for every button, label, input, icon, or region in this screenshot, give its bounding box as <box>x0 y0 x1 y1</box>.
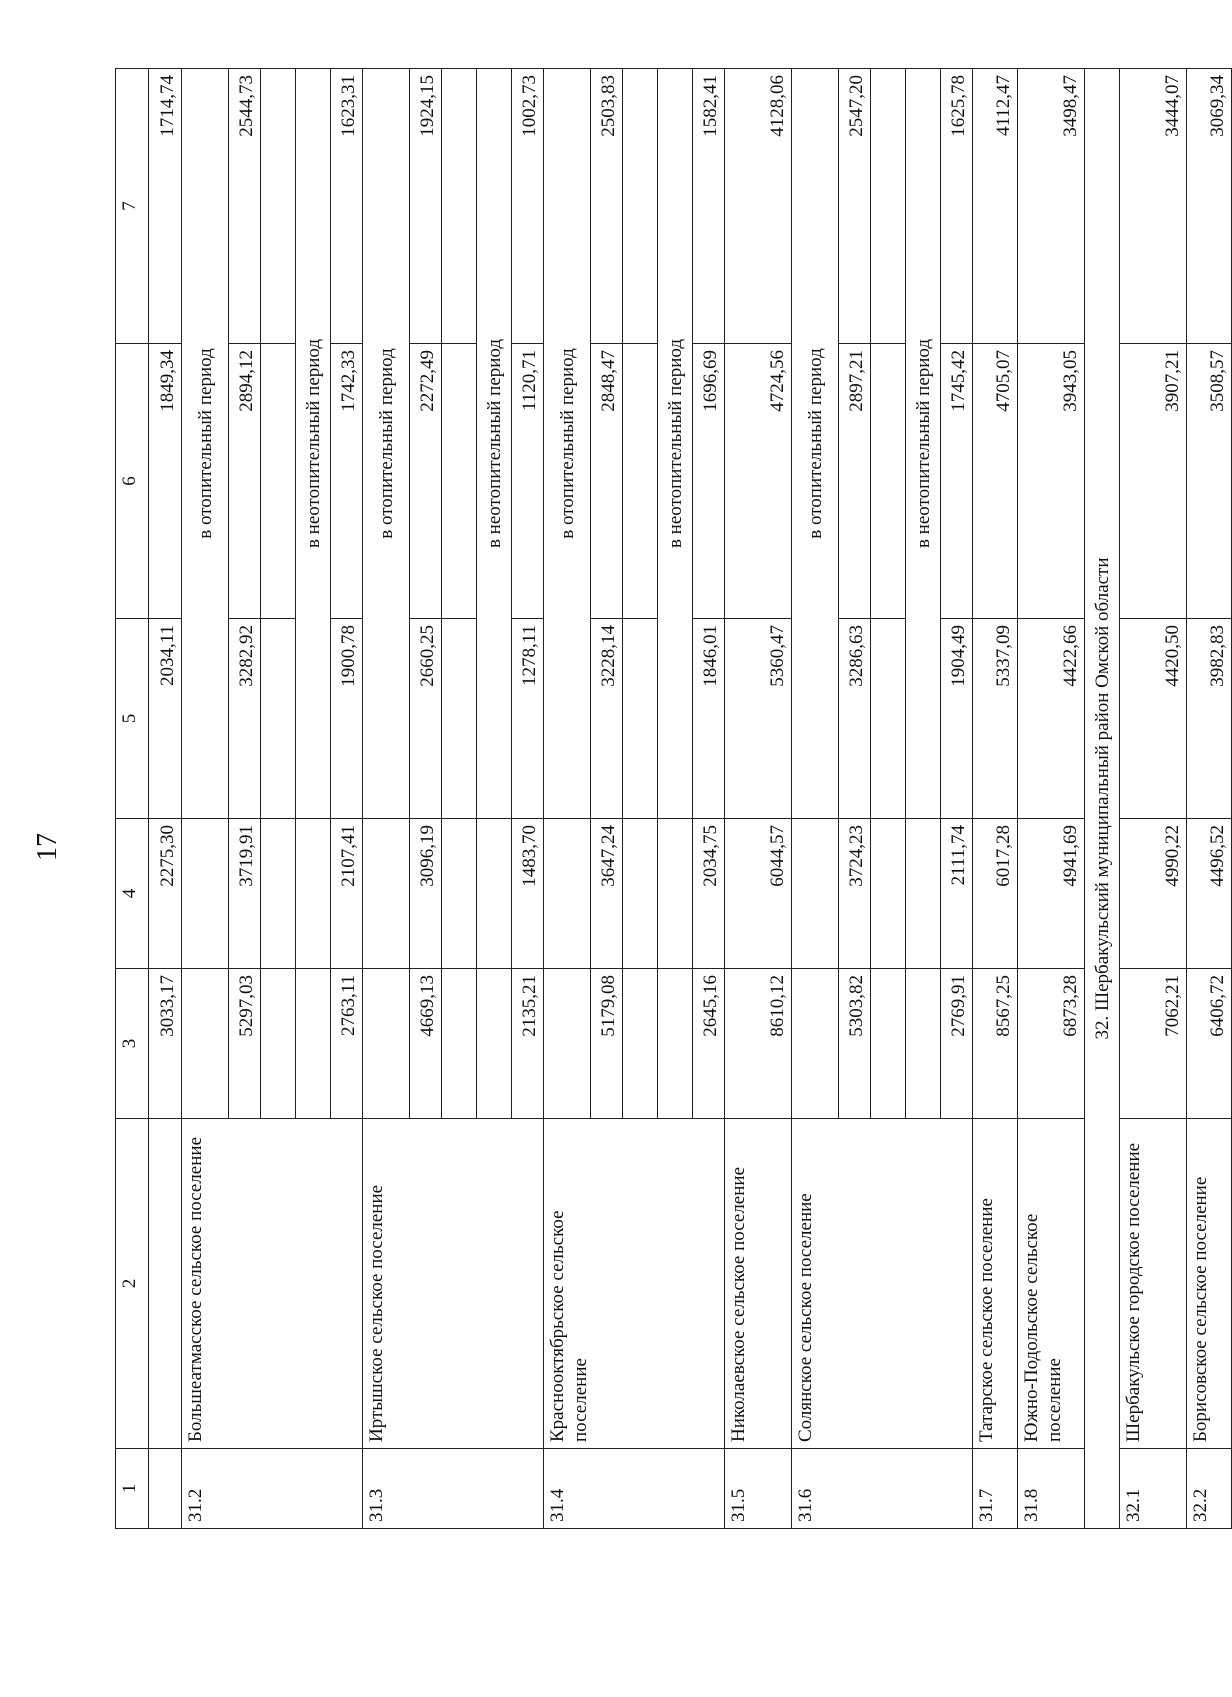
value-cell: 3228,14 <box>591 619 623 819</box>
cell-blank <box>261 619 296 819</box>
table-row <box>973 69 1018 1529</box>
table-row <box>363 69 410 1529</box>
value-cell: 1745,42 <box>941 344 973 619</box>
cell-blank <box>442 619 477 819</box>
value-cell: 2894,12 <box>229 344 261 619</box>
value-cell: 2272,49 <box>410 344 442 619</box>
cell-blank <box>871 969 906 1119</box>
value-cell: 1900,78 <box>331 619 363 819</box>
value-cell: 3719,91 <box>229 819 261 969</box>
value-cell: 1623,31 <box>331 69 363 344</box>
value-cell: 2034,11 <box>149 619 182 819</box>
section-row <box>1085 69 1120 1529</box>
rotated-table-container <box>115 69 1228 1529</box>
value-cell: 4128,06 <box>725 69 792 344</box>
section-heading: 32. Шербакульский муниципальный район Омской области <box>1085 69 1120 1529</box>
value-cell: 3498,47 <box>1018 69 1085 344</box>
col-header-4: 4 <box>116 819 149 969</box>
cell-blank <box>623 619 658 819</box>
settlement-name: Шербакульское городское поселение <box>1120 1119 1187 1449</box>
cell-blank <box>792 819 839 969</box>
value-cell: 3907,21 <box>1120 344 1187 619</box>
cell-blank <box>477 819 512 969</box>
value-cell: 1625,78 <box>941 69 973 344</box>
value-cell: 8567,25 <box>973 969 1018 1119</box>
settlement-name: Большеатмасское сельское поселение <box>182 1119 363 1449</box>
settlement-name: Солянское сельское поселение <box>792 1119 973 1449</box>
cell-blank <box>871 344 906 619</box>
value-cell: 3982,83 <box>1187 619 1232 819</box>
value-cell: 5360,47 <box>725 619 792 819</box>
value-cell: 3943,05 <box>1018 344 1085 619</box>
value-cell: 3069,34 <box>1187 69 1232 344</box>
value-cell: 2848,47 <box>591 344 623 619</box>
value-cell: 4422,66 <box>1018 619 1085 819</box>
value-cell: 1742,33 <box>331 344 363 619</box>
cell-blank <box>871 69 906 344</box>
value-cell: 4669,13 <box>410 969 442 1119</box>
value-cell: 3724,23 <box>839 819 871 969</box>
cell-blank <box>442 69 477 344</box>
value-cell: 1582,41 <box>693 69 725 344</box>
cell-blank <box>149 1449 182 1529</box>
row-number: 31.6 <box>792 1449 973 1529</box>
period-label-heating: в отопительный период <box>182 69 229 819</box>
cell-blank <box>658 819 693 969</box>
value-cell: 3444,07 <box>1120 69 1187 344</box>
value-cell: 3647,24 <box>591 819 623 969</box>
value-cell: 1483,70 <box>512 819 544 969</box>
cell-blank <box>658 969 693 1119</box>
table-row <box>1187 69 1232 1529</box>
cell-blank <box>182 969 229 1119</box>
cell-blank <box>544 969 591 1119</box>
value-cell: 8610,12 <box>725 969 792 1119</box>
cell-blank <box>623 969 658 1119</box>
settlement-name: Борисовское сельское поселение <box>1187 1119 1232 1449</box>
value-cell: 4420,50 <box>1120 619 1187 819</box>
row-number: 31.3 <box>363 1449 544 1529</box>
period-label-heating: в отопительный период <box>792 69 839 819</box>
table-row <box>725 69 792 1529</box>
row-number: 31.4 <box>544 1449 725 1529</box>
value-cell: 1278,11 <box>512 619 544 819</box>
cell-blank <box>261 69 296 344</box>
cell-blank <box>261 344 296 619</box>
table-row <box>149 69 182 1529</box>
value-cell: 4724,56 <box>725 344 792 619</box>
value-cell: 5179,08 <box>591 969 623 1119</box>
cell-blank <box>544 819 591 969</box>
value-cell: 3282,92 <box>229 619 261 819</box>
value-cell: 3096,19 <box>410 819 442 969</box>
cell-blank <box>906 819 941 969</box>
col-header-7: 7 <box>116 69 149 344</box>
value-cell: 4705,07 <box>973 344 1018 619</box>
value-cell: 6044,57 <box>725 819 792 969</box>
period-label-nonheating: в неотопительный период <box>296 69 331 819</box>
value-cell: 4941,69 <box>1018 819 1085 969</box>
cell-blank <box>149 1119 182 1449</box>
col-header-1: 1 <box>116 1449 149 1529</box>
value-cell: 5297,03 <box>229 969 261 1119</box>
value-cell: 1714,74 <box>149 69 182 344</box>
cell-blank <box>442 819 477 969</box>
value-cell: 5303,82 <box>839 969 871 1119</box>
value-cell: 6406,72 <box>1187 969 1232 1119</box>
value-cell: 2034,75 <box>693 819 725 969</box>
table-row <box>544 69 591 1529</box>
row-number: 32.1 <box>1120 1449 1187 1529</box>
period-label-nonheating: в неотопительный период <box>658 69 693 819</box>
value-cell: 4496,52 <box>1187 819 1232 969</box>
cell-blank <box>261 969 296 1119</box>
value-cell: 2544,73 <box>229 69 261 344</box>
table-row <box>1018 69 1085 1529</box>
value-cell: 2135,21 <box>512 969 544 1119</box>
value-cell: 1849,34 <box>149 344 182 619</box>
cell-blank <box>363 819 410 969</box>
cell-blank <box>477 969 512 1119</box>
value-cell: 2547,20 <box>839 69 871 344</box>
cell-blank <box>442 969 477 1119</box>
cell-blank <box>261 819 296 969</box>
table-row <box>182 69 229 1529</box>
tariff-table <box>115 68 1232 1529</box>
row-number: 32.2 <box>1187 1449 1232 1529</box>
value-cell: 3033,17 <box>149 969 182 1119</box>
value-cell: 2275,30 <box>149 819 182 969</box>
settlement-name: Южно-Подольское сельское поселение <box>1018 1119 1085 1449</box>
row-number: 31.8 <box>1018 1449 1085 1529</box>
table-row <box>792 69 839 1529</box>
cell-blank <box>623 69 658 344</box>
value-cell: 1904,49 <box>941 619 973 819</box>
value-cell: 1120,71 <box>512 344 544 619</box>
cell-blank <box>363 969 410 1119</box>
value-cell: 2763,11 <box>331 969 363 1119</box>
col-header-5: 5 <box>116 619 149 819</box>
value-cell: 2645,16 <box>693 969 725 1119</box>
table-body <box>116 69 1232 1529</box>
col-header-2: 2 <box>116 1119 149 1449</box>
value-cell: 2111,74 <box>941 819 973 969</box>
value-cell: 1924,15 <box>410 69 442 344</box>
period-label-nonheating: в неотопительный период <box>906 69 941 819</box>
value-cell: 1002,73 <box>512 69 544 344</box>
cell-blank <box>792 969 839 1119</box>
table-row <box>1120 69 1187 1529</box>
value-cell: 4112,47 <box>973 69 1018 344</box>
period-label-heating: в отопительный период <box>363 69 410 819</box>
cell-blank <box>296 819 331 969</box>
column-number-row <box>116 69 149 1529</box>
cell-blank <box>623 344 658 619</box>
value-cell: 4990,22 <box>1120 819 1187 969</box>
cell-blank <box>296 969 331 1119</box>
value-cell: 1696,69 <box>693 344 725 619</box>
page-number: 17 <box>32 833 63 861</box>
settlement-name: Татарское сельское поселение <box>973 1119 1018 1449</box>
cell-blank <box>906 969 941 1119</box>
period-label-heating: в отопительный период <box>544 69 591 819</box>
value-cell: 2107,41 <box>331 819 363 969</box>
value-cell: 3286,63 <box>839 619 871 819</box>
cell-blank <box>871 619 906 819</box>
row-number: 31.2 <box>182 1449 363 1529</box>
value-cell: 1846,01 <box>693 619 725 819</box>
value-cell: 7062,21 <box>1120 969 1187 1119</box>
value-cell: 2897,21 <box>839 344 871 619</box>
value-cell: 5337,09 <box>973 619 1018 819</box>
settlement-name: Николаевское сельское поселение <box>725 1119 792 1449</box>
col-header-3: 3 <box>116 969 149 1119</box>
col-header-6: 6 <box>116 344 149 619</box>
cell-blank <box>442 344 477 619</box>
settlement-name: Иртышское сельское поселение <box>363 1119 544 1449</box>
cell-blank <box>623 819 658 969</box>
value-cell: 6017,28 <box>973 819 1018 969</box>
value-cell: 6873,28 <box>1018 969 1085 1119</box>
cell-blank <box>871 819 906 969</box>
value-cell: 2660,25 <box>410 619 442 819</box>
value-cell: 2503,83 <box>591 69 623 344</box>
cell-blank <box>182 819 229 969</box>
value-cell: 2769,91 <box>941 969 973 1119</box>
row-number: 31.7 <box>973 1449 1018 1529</box>
settlement-name: Краснооктябрьское сельское поселение <box>544 1119 725 1449</box>
row-number: 31.5 <box>725 1449 792 1529</box>
period-label-nonheating: в неотопительный период <box>477 69 512 819</box>
value-cell: 3508,57 <box>1187 344 1232 619</box>
